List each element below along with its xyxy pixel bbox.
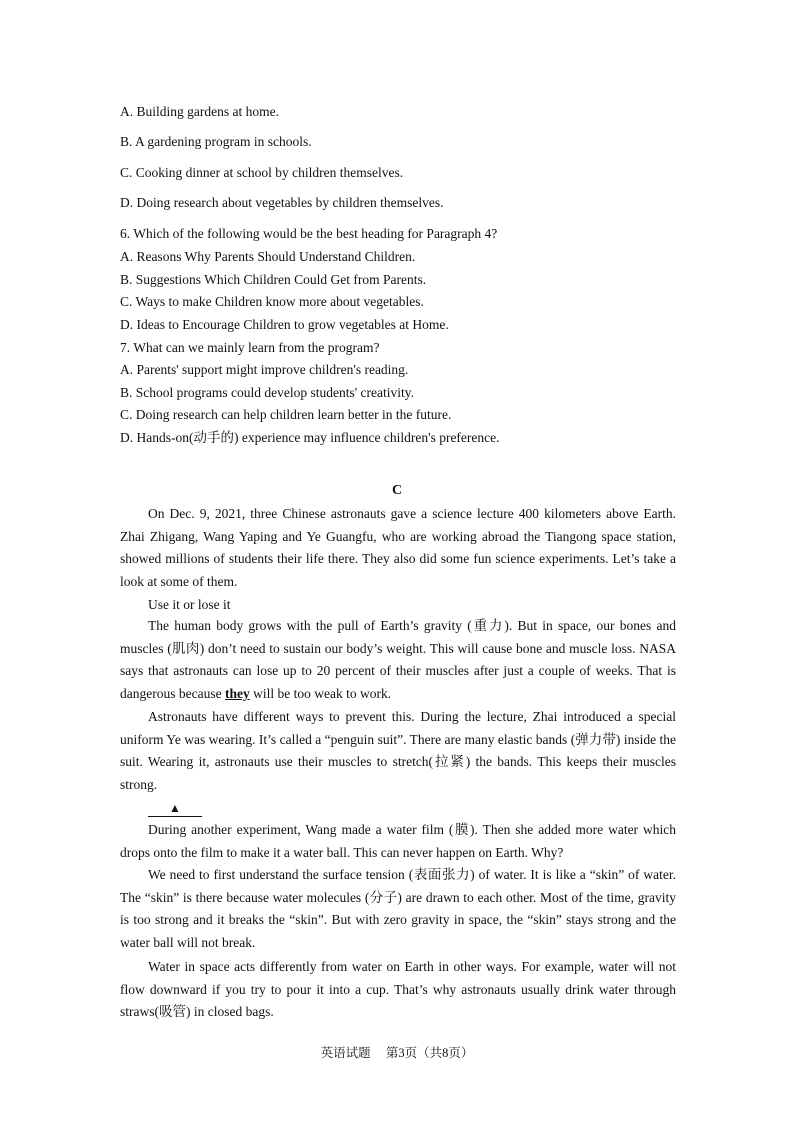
q7-option-c: C. Doing research can help children learn better in the future. <box>120 407 452 422</box>
q6-option-b: B. Suggestions Which Children Could Get from Parents. <box>120 272 427 287</box>
triangle-icon: ▲ <box>169 801 181 815</box>
passage-paragraph-surface-tension: We need to first understand the surface tension (表面张力) of water. It is like a “skin” of water. The “skin” is there because water molecules (分子) are drawn to each other. Most of the time, gravity is too strong and it breaks the “skin”. But with zero gravity in space, the “skin” stays strong and the water ball will not break. <box>120 867 676 951</box>
answer-blank <box>148 801 202 817</box>
footer-subject: 英语试题 <box>320 1046 371 1060</box>
q6-option-a: A. Reasons Why Parents Should Understand Children. <box>120 249 416 264</box>
section-c-heading: C <box>391 483 403 498</box>
q5-option-c: C. Cooking dinner at school by children themselves. <box>120 165 404 180</box>
q6-option-c: C. Ways to make Children know more about vegetables. <box>120 294 424 309</box>
q7-option-b: B. School programs could develop students' creativity. <box>120 385 415 400</box>
q5-option-b: B. A gardening program in schools. <box>120 134 312 149</box>
q7-option-d: D. Hands-on(动手的) experience may influence children's preference. <box>120 430 500 445</box>
q6-option-d: D. Ideas to Encourage Children to grow vegetables at Home. <box>120 317 449 332</box>
paragraph-text: will be too weak to work. <box>249 686 392 702</box>
passage-paragraph-penguin-suit: Astronauts have different ways to prevent this. During the lecture, Zhai introduced a special uniform Ye was wearing. It’s called a “penguin suit”. There are many elastic bands (弹力带) inside the suit. Wearing it, astronauts use their muscles to stretch(拉紧) the bands. This keeps their muscles strong. <box>120 709 676 793</box>
q7-question: 7. What can we mainly learn from the program? <box>120 340 380 355</box>
page-footer <box>0 1043 794 1061</box>
passage-subheading: Use it or lose it <box>148 597 231 612</box>
passage-intro: On Dec. 9, 2021, three Chinese astronauts gave a science lecture 400 kilometers above Earth. Zhai Zhigang, Wang Yaping and Ye Guangfu, who are working abroad the Tiangong space station, showed millions of students their life there. They also did some fun science experiments. Let’s take a look at some of them. <box>120 506 676 590</box>
paragraph-text: The human body grows with the pull of Earth’s gravity (重力). But in space, our bones and muscles (肌肉) don’t need to sustain our body’s weight. This will cause bone and muscle loss. NASA says that astronauts can lose up to 20 percent of their muscles after just a couple of weeks. That is dangerous because <box>120 618 676 702</box>
q6-question: 6. Which of the following would be the best heading for Paragraph 4? <box>120 226 498 241</box>
q5-option-d: D. Doing research about vegetables by children themselves. <box>120 195 444 210</box>
underlined-word: they <box>224 686 250 702</box>
footer-page-number: 第3页（共8页） <box>385 1046 474 1060</box>
passage-paragraph-water-film: During another experiment, Wang made a water film (膜). Then she added more water which drops onto the film to make it a water ball. This can never happen on Earth. Why? <box>120 822 676 860</box>
passage-paragraph-water-in-space: Water in space acts differently from water on Earth in other ways. For example, water will not flow downward if you try to pour it into a cup. That’s why astronauts usually drink water through straws(吸管) in closed bags. <box>120 959 676 1020</box>
q5-option-a: A. Building gardens at home. <box>120 104 279 119</box>
passage-paragraph-gravity <box>120 615 676 706</box>
q7-option-a: A. Parents' support might improve children's reading. <box>120 362 409 377</box>
